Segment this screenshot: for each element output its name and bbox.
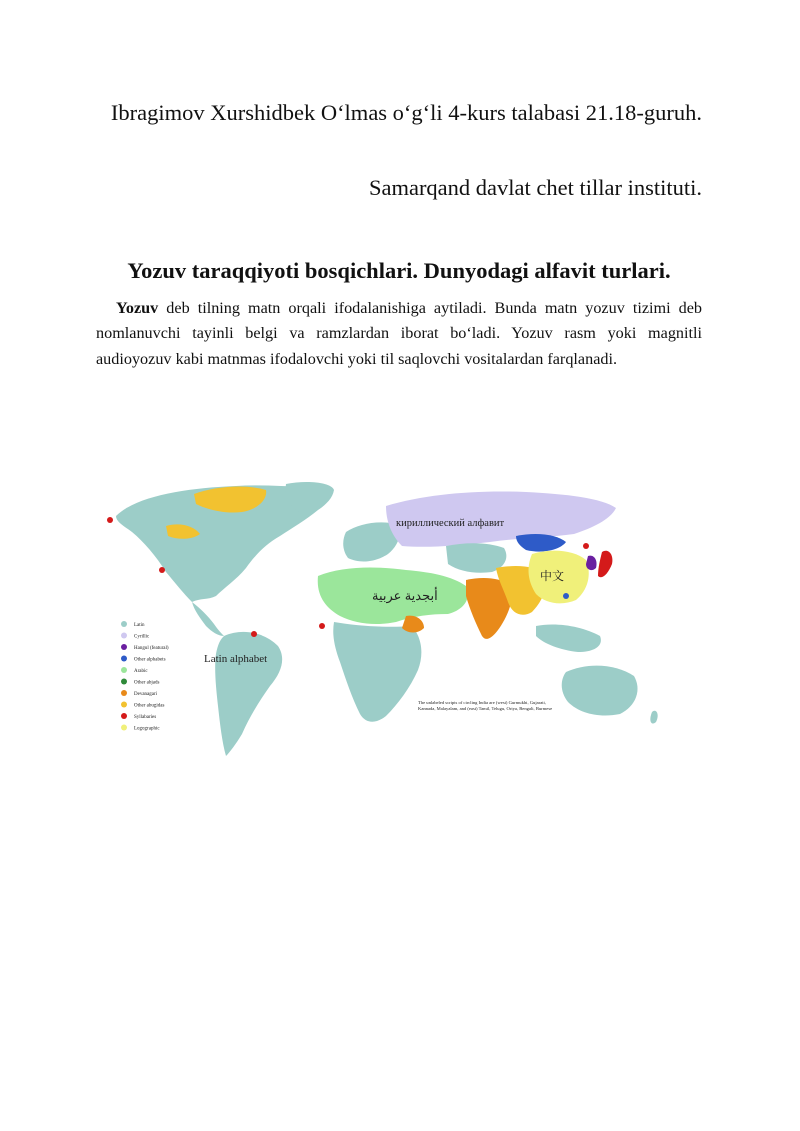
latin-map-label: Latin alphabet (204, 653, 268, 665)
japan-region (598, 551, 612, 578)
cyrillic-map-label: кириллический алфавит (396, 518, 505, 529)
document-title: Yozuv taraqqiyoti bosqichlari. Dunyodagi alfavit turlari. (127, 258, 671, 283)
marker-other-alphabet (563, 593, 569, 599)
legend-label: Devanagari (134, 692, 158, 697)
legend-label: Latin (134, 623, 145, 628)
world-map-svg (96, 476, 704, 756)
map-legend (121, 621, 169, 732)
australia-region (562, 666, 638, 716)
map-note: The unlabeled scripts of circling India are (west) Gurmukhi, Gujarati, Kannada, Malayalam, and (east) Tamil, Telugu, Oriya, Bengali, Burmese (418, 700, 553, 711)
legend-swatch (121, 656, 127, 662)
new-zealand-region (650, 711, 657, 724)
legend-swatch (121, 679, 127, 685)
korea-region (586, 556, 597, 570)
marker-vai (319, 623, 325, 629)
legend-label: Other abugidas (134, 703, 165, 709)
legend-label: Cyrillic (134, 634, 150, 640)
marker-alaska (107, 517, 113, 523)
ethiopia-region (402, 616, 424, 633)
legend-swatch (121, 725, 127, 731)
mongolia-region (516, 534, 566, 552)
term-bold: Yozuv (116, 299, 159, 317)
legend-swatch (121, 633, 127, 639)
legend-label: Other alphabets (134, 657, 166, 663)
south-america-region (215, 632, 282, 756)
legend-label: Logographic (134, 726, 160, 732)
central-america-region (192, 602, 224, 636)
marker-suriname (251, 631, 257, 637)
legend-swatch (121, 621, 127, 627)
marker-japan-north (583, 543, 589, 549)
legend-swatch (121, 713, 127, 719)
arabic-map-label: أبجدية عربية (372, 588, 438, 603)
legend-label: Other abjads (134, 680, 160, 686)
marker-cherokee (159, 567, 165, 573)
author-line: Ibragimov Xurshidbek O‘lmas o‘g‘li 4-kurs talabasi 21.18-guruh. (110, 100, 702, 125)
legend-label: Arabic (134, 669, 148, 674)
legend-swatch (121, 702, 127, 708)
legend-swatch (121, 690, 127, 696)
legend-label: Syllabaries (134, 715, 157, 720)
world-scripts-map (96, 476, 704, 756)
legend-swatch (121, 667, 127, 673)
southeast-asia-region (536, 624, 601, 652)
institute-line: Samarqand davlat chet tillar instituti. (368, 175, 702, 200)
subsaharan-africa-region (333, 622, 421, 722)
map-note-box (418, 700, 558, 728)
legend-label: Hangul (featural) (134, 646, 169, 651)
chinese-map-label: 中文 (540, 569, 565, 583)
paragraph-text: deb tilning matn orqali ifodalanishiga aytiladi. Bunda matn yozuv tizimi deb nomlanuvchi tayinli belgi va ramzlardan iborat bo‘ladi. Yozuv rasm yoki magnitli audioyozuv kabi matnmas ifodalovchi yoki til saqlovchi vositalardan farqlanadi. (96, 299, 702, 368)
intro-paragraph (96, 296, 702, 372)
legend-swatch (121, 644, 127, 650)
